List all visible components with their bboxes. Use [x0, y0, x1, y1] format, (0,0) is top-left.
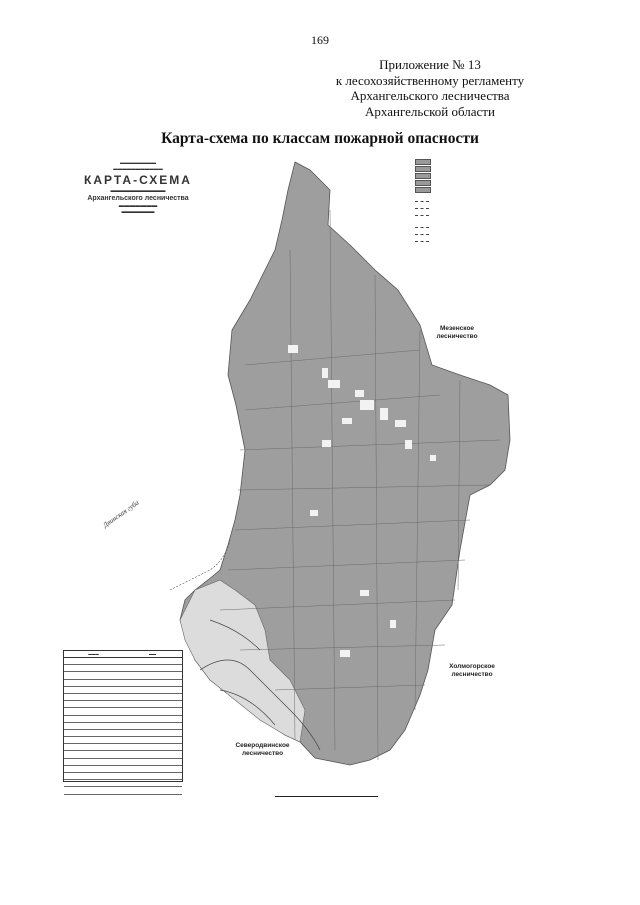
appendix-line-4: Архангельской области [365, 103, 495, 119]
label-mezen: Мезенское лесничество [436, 325, 478, 340]
map-stamp [68, 160, 208, 216]
legend-swatch [415, 180, 431, 186]
legend-line [415, 227, 429, 228]
legend-row [415, 205, 523, 212]
legend-line [415, 215, 429, 216]
stamp-forestry-name: Архангельского лесничества [87, 194, 189, 202]
legend-swatch [415, 159, 431, 165]
table-row [64, 744, 182, 751]
forestry-table [63, 650, 183, 782]
table-row [64, 716, 182, 723]
label-kholmogory: Холмогорское лесничество [449, 663, 495, 678]
legend-line [415, 201, 429, 202]
map-legend [415, 158, 523, 245]
appendix-line-1: Приложение № 13 [379, 57, 481, 72]
table-row [64, 780, 182, 787]
legend-swatch [415, 166, 431, 172]
legend-row [415, 179, 523, 186]
legend-swatch [415, 187, 431, 193]
table-row [64, 751, 182, 758]
table-row [64, 658, 182, 665]
legend-row [415, 231, 523, 238]
legend-line [415, 234, 429, 235]
table-row [64, 787, 182, 794]
table-row [64, 766, 182, 773]
appendix-header [300, 57, 560, 119]
legend-line [415, 208, 429, 209]
stamp-line: ▬▬▬▬▬▬▬▬▬▬▬ [113, 165, 163, 171]
legend-row [415, 172, 523, 179]
fire-hazard-map [60, 150, 530, 790]
legend-row [415, 158, 523, 165]
table-row [64, 680, 182, 687]
table-row [64, 672, 182, 679]
legend-row [415, 165, 523, 172]
appendix-line-3: Архангельского лесничества [350, 88, 510, 103]
table-row [64, 701, 182, 708]
stamp-line: ▬▬▬▬▬▬▬ [118, 202, 158, 209]
stamp-line: ▬▬▬▬▬▬▬▬ [120, 160, 156, 165]
table-row [64, 687, 182, 694]
map-title: Карта-схема по классам пожарной опасности [161, 130, 479, 147]
label-severodvinsk: Северодвинское лесничество [235, 742, 290, 757]
table-row [64, 759, 182, 766]
stamp-title: КАРТА-СХЕМА [84, 173, 192, 187]
label-dvina-bay: Двинская губа [101, 498, 141, 530]
legend-row [415, 238, 523, 245]
legend-row [415, 212, 523, 219]
table-row [64, 737, 182, 744]
legend-row [415, 198, 523, 205]
table-row [64, 665, 182, 672]
legend-row [415, 224, 523, 231]
table-row [64, 723, 182, 730]
legend-row [415, 186, 523, 193]
table-header: ▬▬▬ ▬▬ [64, 651, 182, 658]
appendix-line-2: к лесохозяйственному регламенту [335, 72, 525, 88]
legend-swatch [415, 173, 431, 179]
table-row [64, 708, 182, 715]
table-row [64, 773, 182, 780]
page-number: 169 [311, 33, 329, 47]
legend-line [415, 241, 429, 242]
footnote-separator [275, 796, 378, 797]
table-row [64, 730, 182, 737]
stamp-line: ▬▬▬▬▬▬▬▬▬▬ [110, 188, 166, 194]
stamp-line: ▬▬▬▬▬▬ [121, 209, 155, 215]
table-row [64, 694, 182, 701]
